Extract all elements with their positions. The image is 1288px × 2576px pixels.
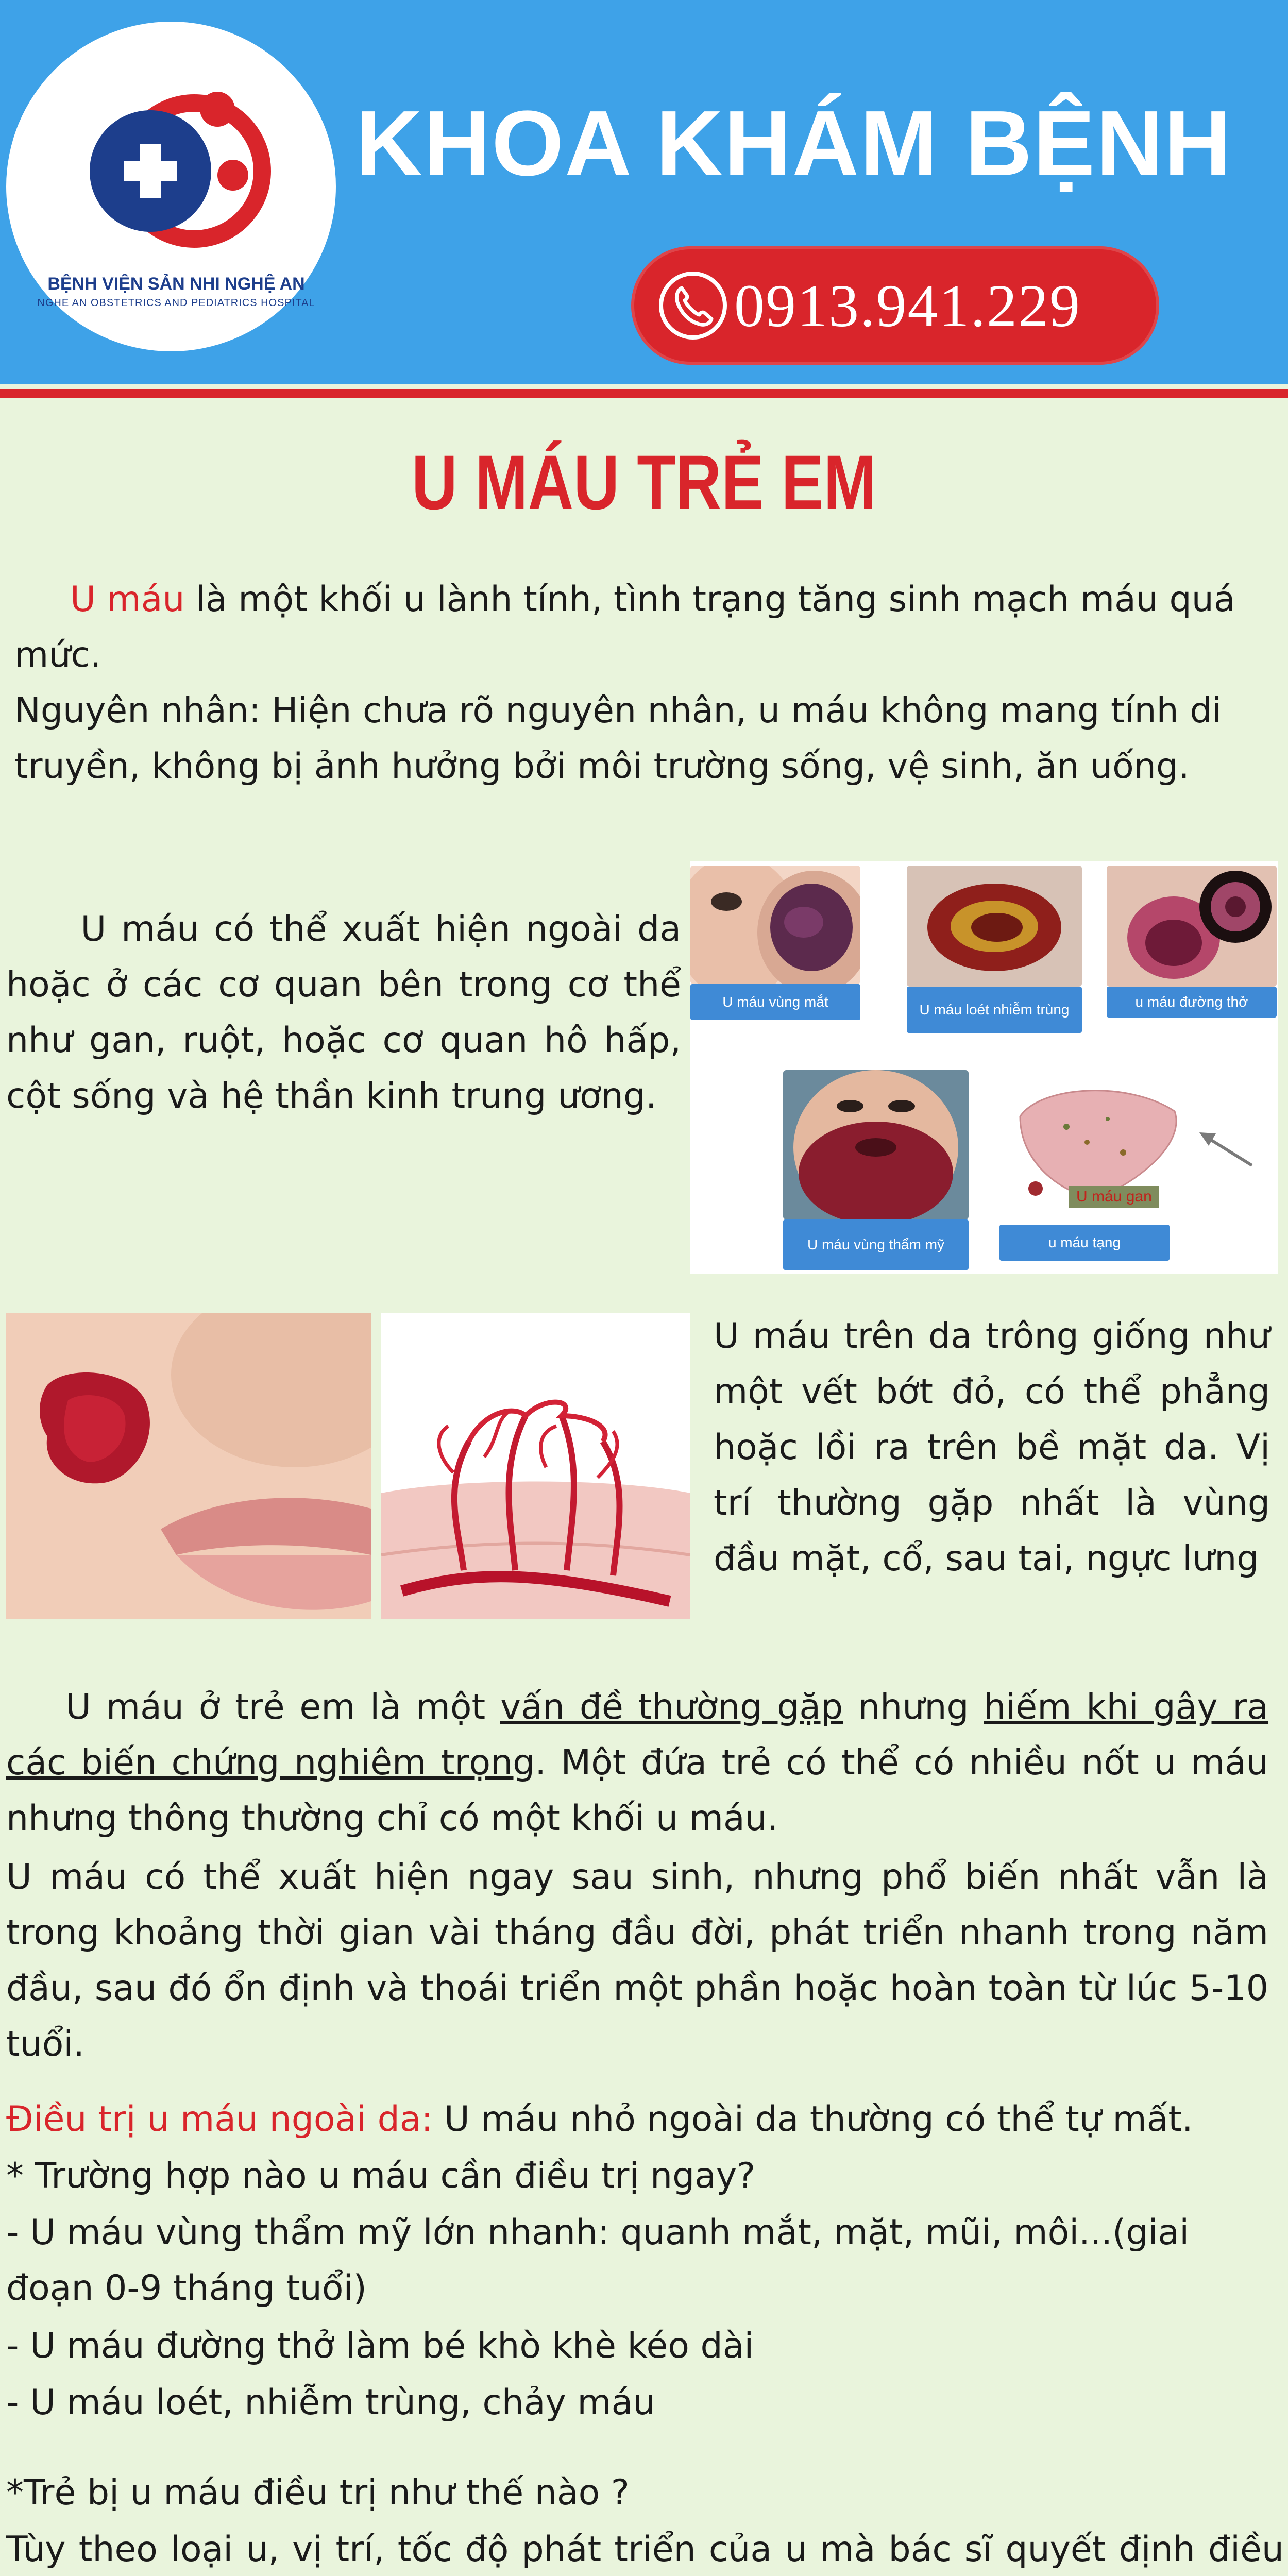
header-banner <box>0 0 1288 384</box>
organs-text: U máu có thể xuất hiện ngoài da hoặc ở các cơ quan bên trong cơ thể như gan, ruột, hoặc cơ quan hô hấp, cột sống và hệ thần kinh trung ương. <box>6 909 682 1116</box>
common-text-2: nhưng <box>843 1687 984 1727</box>
cosmetic-hemangioma-photo <box>783 1070 969 1219</box>
tag-cosmetic: U máu vùng thẩm mỹ <box>783 1219 969 1270</box>
intro-paragraph <box>14 572 1282 683</box>
hemangioma-collage <box>690 861 1278 1274</box>
treatment-paragraph <box>6 2092 1284 2147</box>
common-text-3: . Một đứa trẻ có thể có nhiều nốt u máu nhưng thông thường chỉ có một khối u máu. <box>6 1742 1269 1839</box>
department-title: KHOA KHÁM BỆNH <box>355 92 1232 195</box>
phone-contact[interactable] <box>631 246 1159 365</box>
tag-airway: u máu đường thở <box>1107 987 1277 1018</box>
common-text-1: U máu ở trẻ em là một <box>65 1687 500 1727</box>
treatment-label: Điều trị u máu ngoài da: <box>6 2099 433 2140</box>
common-highlight-1: vấn đề thường gặp <box>500 1687 843 1727</box>
ulcer-hemangioma-photo <box>907 866 1082 987</box>
phone-number: 0913.941.229 <box>734 272 1081 340</box>
hospital-logo <box>6 22 336 351</box>
urgent-case-1: - U máu vùng thẩm mỹ lớn nhanh: quanh mắt, mặt, mũi, môi...(giai đoạn 0-9 tháng tuổi) <box>6 2212 1190 2309</box>
hospital-name-en: NGHE AN OBSTETRICS AND PEDIATRICS HOSPITAL <box>37 297 315 309</box>
phone-icon <box>657 269 729 342</box>
skin-hemangioma-photo <box>6 1313 371 1619</box>
cause-paragraph: Nguyên nhân: Hiện chưa rõ nguyên nhân, u máu không mang tính di truyền, không bị ảnh hưởng bởi môi trường sống, vệ sinh, ăn uống. <box>14 690 1222 787</box>
tag-liver: U máu gan <box>1069 1186 1159 1208</box>
intro-term: U máu <box>70 579 185 620</box>
how-question: *Trẻ bị u máu điều trị như thế nào ? <box>6 2472 630 2513</box>
urgent-question: * Trường hợp nào u máu cần điều trị ngay? <box>6 2156 756 2196</box>
airway-hemangioma-photo <box>1107 866 1277 987</box>
common-highlight-2: hiếm khi gây ra các biến chứng nghiêm trọng <box>6 1687 1269 1783</box>
skin-paragraph: U máu trên da trông giống như một vết bớt đỏ, có thể phẳng hoặc lồi ra trên bề mặt da. Vị trí thường gặp nhất là vùng đầu mặt, cổ, sau tai, ngực lưng <box>714 1316 1270 1579</box>
organs-paragraph <box>6 902 681 1124</box>
page-title: U MÁU TRẺ EM <box>412 439 876 526</box>
appear-paragraph: U máu có thể xuất hiện ngay sau sinh, nhưng phổ biến nhất vẫn là trong khoảng thời gian vài tháng đầu đời, phát triển nhanh trong năm đầu, sau đó ổn định và thoái triển một phần hoặc hoàn toàn từ lúc 5-10 tuổi. <box>6 1857 1268 2064</box>
blood-vessel-illustration <box>381 1313 690 1619</box>
intro-text: là một khối u lành tính, tình trạng tăng sinh mạch máu quá mức. <box>14 579 1235 675</box>
arrow-icon <box>1195 1129 1257 1171</box>
tag-ulcer: U máu loét nhiễm trùng <box>907 987 1082 1033</box>
eye-hemangioma-photo <box>690 866 860 984</box>
urgent-case-2: - U máu đường thở làm bé khò khè kéo dài <box>6 2326 754 2366</box>
treatment-text: U máu nhỏ ngoài da thường có thể tự mất. <box>433 2099 1193 2140</box>
hospital-logo-icon <box>68 83 274 248</box>
tag-eye: U máu vùng mắt <box>690 984 860 1020</box>
header-divider <box>0 389 1288 398</box>
tag-visceral: u máu tạng <box>999 1225 1170 1261</box>
common-paragraph <box>6 1680 1268 1846</box>
hospital-name: BỆNH VIỆN SẢN NHI NGHỆ AN <box>47 274 305 294</box>
urgent-case-3: - U máu loét, nhiễm trùng, chảy máu <box>6 2382 655 2423</box>
how-intro: Tùy theo loại u, vị trí, tốc độ phát triển của u mà bác sĩ quyết định điều <box>6 2529 1284 2570</box>
